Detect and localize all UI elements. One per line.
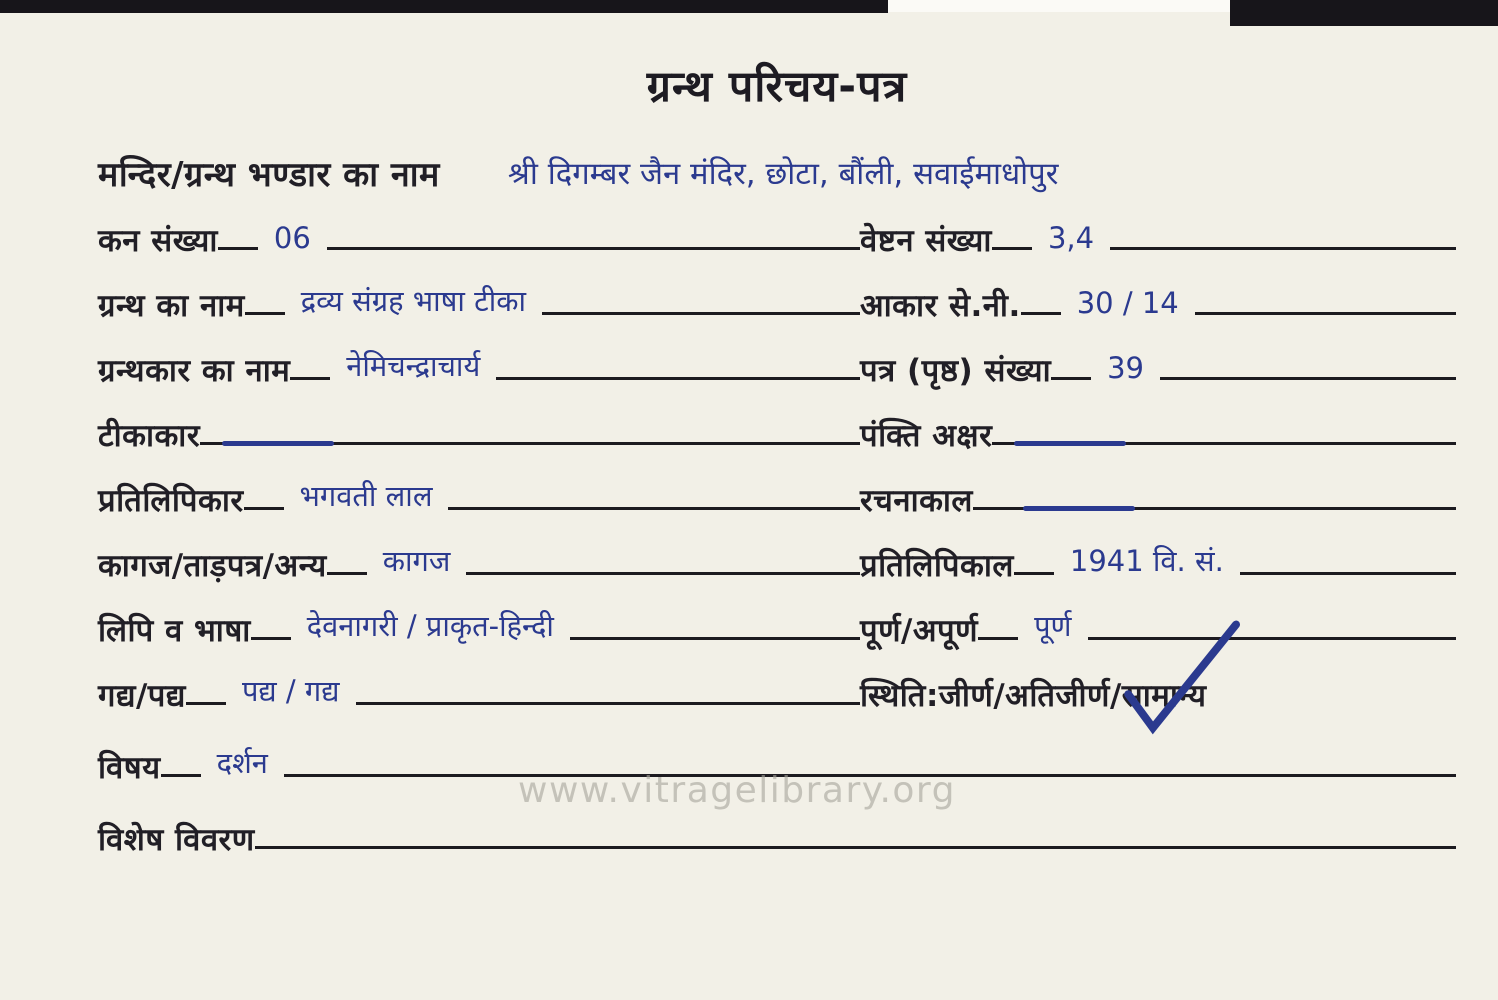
field-label: विशेष विवरण xyxy=(98,822,255,858)
rule-line xyxy=(327,247,860,250)
rule-line xyxy=(244,507,284,510)
field-composition-date xyxy=(860,456,1456,521)
field-label: गद्य/पद्य xyxy=(98,678,186,714)
field-label: ग्रन्थ का नाम xyxy=(98,288,245,324)
rule-line xyxy=(992,442,1456,445)
field-material xyxy=(98,521,860,586)
field-label: प्रतिलिपिकार xyxy=(98,483,244,519)
field-label: कागज/ताड़पत्र/अन्य xyxy=(98,548,327,584)
field-value: द्रव्य संग्रह भाषा टीका xyxy=(300,284,526,318)
field-label: रचनाकाल xyxy=(860,483,973,519)
rule-line xyxy=(200,442,860,445)
blank-pen-mark xyxy=(1014,441,1126,446)
rule-line xyxy=(1088,637,1456,640)
field-leaf-count xyxy=(860,326,1456,391)
field-value: कागज xyxy=(382,544,451,578)
rule-line xyxy=(1195,312,1456,315)
field-value: देवनागरी / प्राकृत-हिन्दी xyxy=(306,609,554,643)
rule-line xyxy=(161,774,201,777)
rule-line xyxy=(992,247,1032,250)
form-row xyxy=(98,651,1456,716)
condition-label xyxy=(860,674,1206,716)
field-value: भगवती लाल xyxy=(299,479,433,513)
field-value: 30 / 14 xyxy=(1076,286,1179,320)
field-script-language xyxy=(98,586,860,651)
field-prose-verse xyxy=(98,651,860,716)
watermark-text: www.vitragelibrary.org xyxy=(518,770,956,811)
field-label: ग्रन्थकार का नाम xyxy=(98,353,291,389)
field-complete-incomplete xyxy=(860,586,1456,651)
rule-line xyxy=(255,846,1456,849)
field-value: दर्शन xyxy=(216,746,268,780)
field-label: लिपि व भाषा xyxy=(98,613,251,649)
field-label: विषय xyxy=(98,750,161,786)
rule-line xyxy=(1021,312,1061,315)
form-grid xyxy=(98,196,1456,860)
field-label: पूर्ण/अपूर्ण xyxy=(860,613,979,649)
rule-line xyxy=(542,312,860,315)
rule-line xyxy=(290,377,330,380)
rule-line xyxy=(1240,572,1456,575)
form-row xyxy=(98,196,1456,261)
scan-artifact-top-left xyxy=(0,0,888,13)
form-row xyxy=(98,326,1456,391)
form-row xyxy=(98,456,1456,521)
field-value: पद्य / गद्य xyxy=(241,674,340,708)
field-value: पूर्ण xyxy=(1034,609,1072,643)
field-value: 39 xyxy=(1107,351,1145,385)
field-bundle-number xyxy=(860,196,1456,261)
blank-pen-mark xyxy=(1023,506,1135,511)
scan-artifact-top-gap xyxy=(888,0,1230,12)
field-value: 06 xyxy=(273,221,311,255)
scan-artifact-top-right xyxy=(1230,0,1498,26)
field-label: आकार से.नी. xyxy=(860,288,1021,324)
condition-options: स्थिति:जीर्ण/अतिजीर्ण/ xyxy=(860,678,1122,714)
temple-name-row xyxy=(98,134,1456,196)
page-title: ग्रन्थ परिचय-पत्र xyxy=(646,62,908,112)
field-serial-number xyxy=(98,196,860,261)
field-condition xyxy=(860,651,1456,716)
condition-selected xyxy=(1122,674,1207,716)
rule-line xyxy=(448,507,860,510)
rule-line xyxy=(973,507,1456,510)
rule-line xyxy=(978,637,1018,640)
temple-name-label: मन्दिर/ग्रन्थ भण्डार का नाम xyxy=(98,155,440,195)
rule-line xyxy=(251,637,291,640)
field-value: नेमिचन्द्राचार्य xyxy=(346,349,481,383)
field-value: 1941 वि. सं. xyxy=(1069,544,1224,578)
rule-line xyxy=(186,702,226,705)
temple-name-value: श्री दिगम्बर जैन मंदिर, छोटा, बौंली, सवाईमाधोपुर xyxy=(507,156,1059,192)
rule-line xyxy=(327,572,367,575)
rule-line xyxy=(1160,377,1456,380)
rule-line xyxy=(356,702,861,705)
field-copyist xyxy=(98,456,860,521)
field-lines-letters xyxy=(860,391,1456,456)
field-size-cm xyxy=(860,261,1456,326)
field-copy-date xyxy=(860,521,1456,586)
condition-selected-text: सामान्य xyxy=(1121,678,1207,714)
field-label: पत्र (पृष्ठ) संख्या xyxy=(860,353,1052,389)
form-row xyxy=(98,586,1456,651)
rule-line xyxy=(1051,377,1091,380)
field-label: पंक्ति अक्षर xyxy=(860,418,993,454)
blank-pen-mark xyxy=(222,441,334,446)
field-commentator xyxy=(98,391,860,456)
field-value: 3,4 xyxy=(1047,221,1095,255)
rule-line xyxy=(1110,247,1456,250)
field-label: वेष्टन संख्या xyxy=(860,223,992,259)
rule-line xyxy=(496,377,860,380)
rule-line xyxy=(1014,572,1054,575)
field-label: कन संख्या xyxy=(98,223,218,259)
form-row xyxy=(98,391,1456,456)
rule-line xyxy=(218,247,258,250)
field-author-name xyxy=(98,326,860,391)
rule-line xyxy=(466,572,860,575)
field-label: टीकाकार xyxy=(98,418,201,454)
field-granth-name xyxy=(98,261,860,326)
rule-line xyxy=(245,312,285,315)
rule-line xyxy=(570,637,860,640)
field-label: प्रतिलिपिकाल xyxy=(860,548,1014,584)
form-row xyxy=(98,521,1456,586)
form-row xyxy=(98,261,1456,326)
